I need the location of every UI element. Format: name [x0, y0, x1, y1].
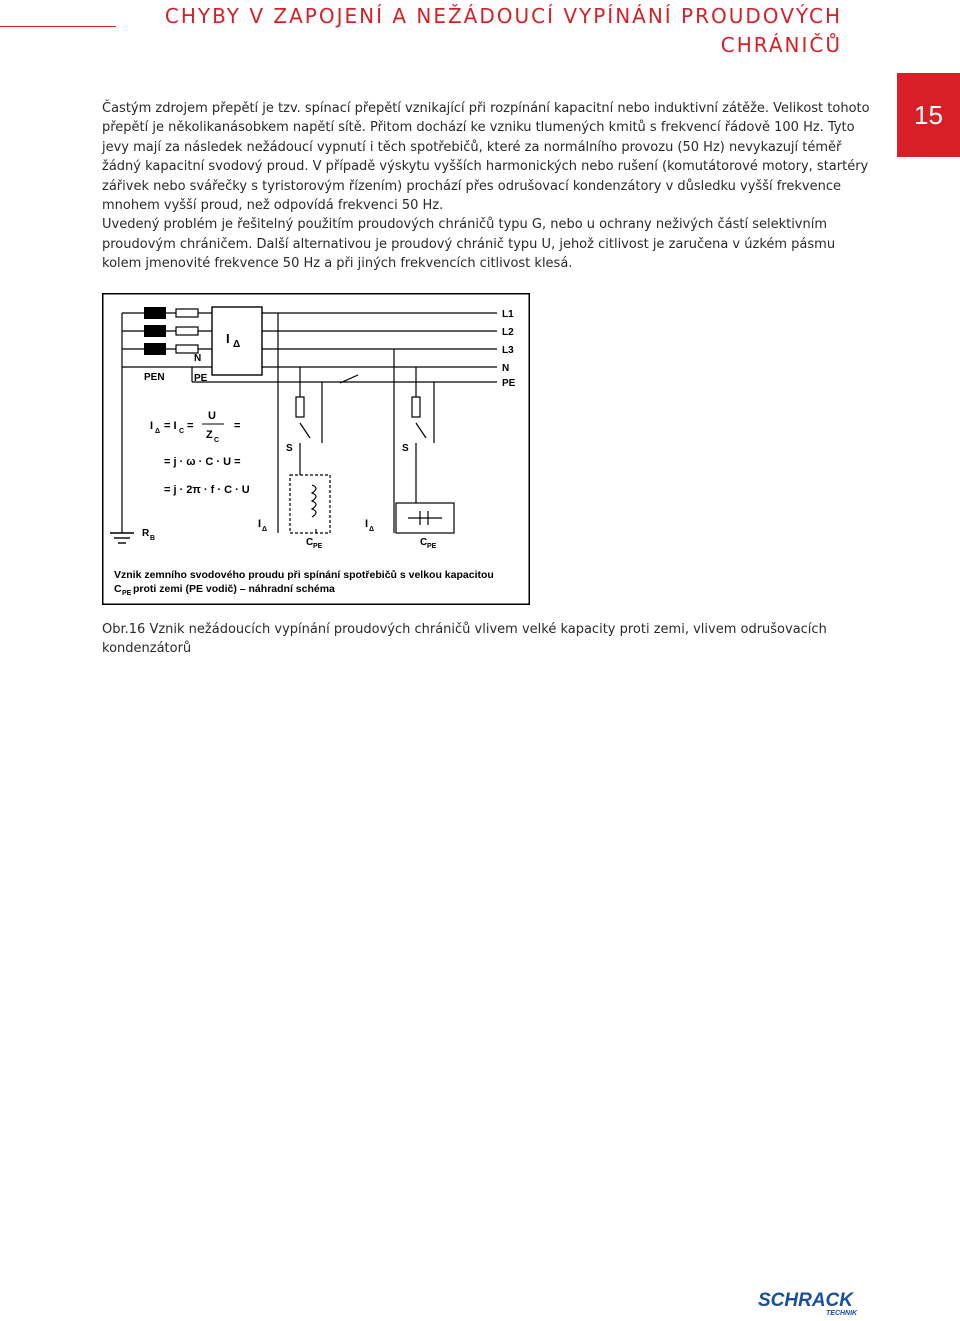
- paragraph-1: Častým zdrojem přepětí je tzv. spínací přepětí vznikající při rozpínání kapacitní nebo induktivní zátěže. Velikost tohoto přepětí je několikanásobkem napětí sítě. Přitom dochází ke vzniku tlumených kmitů s frekvencí řádově 100 Hz. Tyto jevy mají za následek nežádoucí vypnutí i těch spotřebičů, které za normálního provozu (50 Hz) nevykazují téměř žádný kapacitní svodový proud. V případě výskytu vyšších harmonických nebo rušení (komutátorové motory, startéry zářivek nebo svářečky s tyristorovým řízením) prochází přes odrušovací kondenzátory v důsledku vyšší frekvence mnohem vyšší proud, než odpovídá frekvenci 50 Hz.: [102, 101, 870, 214]
- label-pe-left: PE: [194, 373, 208, 384]
- svg-text:C: C: [214, 437, 220, 444]
- label-ia1: I: [258, 518, 262, 530]
- header-rule: [0, 26, 116, 27]
- body-text: [102, 99, 874, 274]
- svg-text:PE: PE: [122, 590, 132, 597]
- label-rb: R: [142, 528, 150, 539]
- figure-title-c: C: [114, 583, 122, 595]
- logo-brand: SCHRACK: [758, 1290, 853, 1311]
- svg-text:PE: PE: [427, 543, 437, 550]
- svg-text:Δ: Δ: [233, 339, 241, 350]
- label-rb-sub: B: [150, 535, 156, 542]
- figure-title-line1: Vznik zemního svodového proudu při spínání spotřebičů s velkou kapacitou: [114, 569, 494, 581]
- page-header-title: CHYBY V ZAPOJENÍ A NEŽÁDOUCÍ VYPÍNÁNÍ PROUDOVÝCH CHRÁNIČŮ: [164, 4, 842, 57]
- label-s2: S: [402, 443, 409, 454]
- svg-text:= j · ω · C · U =: = j · ω · C · U =: [164, 456, 241, 468]
- figure-title-rest: proti zemi (PE vodič) – náhradní schéma: [133, 583, 335, 595]
- fuses: [176, 309, 198, 353]
- svg-text:Δ: Δ: [155, 428, 161, 435]
- figure-frame: [103, 294, 530, 605]
- svg-text:Δ: Δ: [262, 526, 268, 533]
- label-pen: PEN: [144, 372, 165, 383]
- svg-text:= j · 2π · f · C · U: = j · 2π · f · C · U: [164, 484, 250, 496]
- label-ia2: I: [365, 518, 369, 530]
- svg-text:I: I: [150, 420, 154, 432]
- svg-text:U: U: [208, 410, 216, 422]
- label-cpe1: C: [306, 537, 314, 548]
- label-l1: L1: [502, 309, 514, 320]
- label-l3: L3: [502, 345, 514, 356]
- logo-sub: TECHNIK: [826, 1310, 858, 1317]
- label-s1: S: [286, 443, 293, 454]
- circuit-diagram: [102, 293, 530, 605]
- svg-text:=: =: [234, 420, 241, 432]
- svg-text:Z: Z: [206, 429, 213, 441]
- circuit-diagram-figure: [102, 293, 530, 605]
- label-cpe2: C: [420, 537, 428, 548]
- label-pe: PE: [502, 378, 516, 389]
- label-n-left: N: [194, 353, 202, 364]
- paragraph-2: Uvedený problém je řešitelný použitím proudových chráničů typu G, nebo u ochrany neživých částí selektivním proudovým chráničem. Další alternativou je proudový chránič typu U, jehož citlivost je zaručena v úzkém pásmu kolem jmenovité frekvence 50 Hz a při jiných frekvencích citlivost klesá.: [102, 217, 836, 272]
- svg-text:= I: = I: [164, 420, 177, 432]
- page-number-tab: 15: [897, 73, 960, 157]
- svg-text:Δ: Δ: [369, 526, 375, 533]
- svg-text:=: =: [187, 420, 194, 432]
- svg-text:PE: PE: [313, 543, 323, 550]
- schrack-logo: [756, 1287, 876, 1317]
- svg-text:C: C: [179, 428, 185, 435]
- figure-caption: Obr.16 Vznik nežádoucích vypínání proudových chráničů vlivem velké kapacity proti zemi, vlivem odrušovacích kondenzátorů: [102, 622, 827, 657]
- label-i-delta: I: [226, 331, 230, 346]
- transformer-windings: [144, 307, 166, 355]
- label-l2: L2: [502, 327, 514, 338]
- label-n: N: [502, 363, 510, 374]
